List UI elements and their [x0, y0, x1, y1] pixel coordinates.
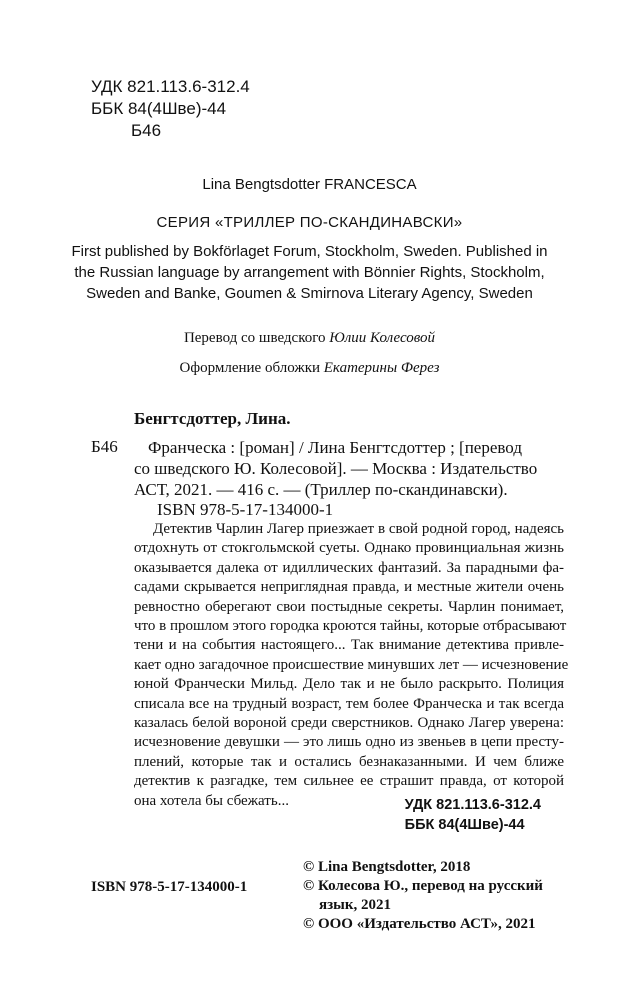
classification-block-bottom: [405, 795, 541, 835]
catalog-description: [134, 437, 564, 500]
copyright-translator: © Колесова Ю., перевод на русский: [303, 878, 543, 894]
copyright-author: © Lina Bengtsdotter, 2018: [303, 859, 471, 875]
copyright-translator-cont: язык, 2021: [319, 897, 391, 913]
bbk-code: ББК 84(4Шве)-44: [404, 817, 525, 833]
isbn-bottom: ISBN 978-5-17-134000-1: [91, 879, 248, 895]
publication-note-line: Sweden and Banke, Goumen & Smirnova Literary Agency, Sweden: [86, 285, 533, 302]
classification-block-top: [91, 76, 250, 142]
annotation-line: ревностно оберегают свои постыдные секреты. Чарлин понимает,: [134, 598, 564, 615]
annotation-line: садами скрывается неприглядная правда, и местные жители очень: [134, 579, 564, 596]
annotation-line: исчезновение девушки — это лишь одно из звеньев в цепи престу-: [134, 734, 564, 751]
annotation-line: Детектив Чарлин Лагер приезжает в свой родной город, надеясь: [153, 521, 564, 537]
copyright-publisher: © ООО «Издательство АСТ», 2021: [303, 916, 536, 932]
catalog-description-line: со шведского Ю. Колесовой]. — Москва : Издательство: [134, 459, 538, 478]
annotation-line: казалась белой вороной среди сверстников. Однако Лагер уверена:: [134, 715, 564, 732]
copyright-block: [303, 858, 543, 934]
bbk-code: ББК 84(4Шве)-44: [91, 99, 227, 118]
catalog-author-mark: Б46: [91, 437, 118, 456]
annotation-line: плений, которые так и остались безнаказанными. И чем ближе: [134, 753, 564, 770]
annotation-line: списала все на трудный возраст, тем более Франческа и так всегда: [134, 695, 564, 712]
annotation-line: оказывается далека от идиллических фантазий. За парадными фа-: [134, 559, 564, 576]
catalog-isbn: ISBN 978-5-17-134000-1: [157, 500, 334, 519]
author-mark: Б46: [131, 121, 162, 140]
catalog-author-heading: Бенгтсдоттер, Лина.: [134, 409, 291, 428]
publication-note-line: First published by Bokförlaget Forum, Stockholm, Sweden. Published in: [71, 243, 548, 260]
catalog-description-line: АСТ, 2021. — 416 с. — (Триллер по-скандинавски).: [134, 480, 508, 499]
annotation-line: она хотела бы сбежать...: [134, 792, 289, 809]
original-title: Lina Bengtsdotter FRANCESCA: [202, 176, 417, 193]
translation-credit: [0, 330, 619, 347]
publication-note-line: the Russian language by arrangement with Bönnier Rights, Stockholm,: [74, 264, 545, 281]
annotation-line: кает одно загадочное происшествие минувших лет — исчезновение: [134, 656, 569, 673]
cover-designer-name: Екатерины Ферез: [323, 360, 440, 376]
translation-prefix: Перевод со шведского: [183, 330, 326, 346]
cover-prefix: Оформление обложки: [179, 360, 321, 376]
annotation-line: тени и на события настоящего... Так внимание детектива привле-: [134, 637, 564, 654]
annotation-line: что в прошлом этого городка кроются тайны, которые отбрасывают: [134, 618, 567, 635]
annotation: [134, 520, 569, 811]
catalog-description-line: Франческа : [роман] / Лина Бенгтсдоттер ; [перевод: [148, 438, 522, 457]
cover-credit: [0, 360, 619, 377]
udk-code: УДК 821.113.6-312.4: [404, 797, 541, 813]
udk-code: УДК 821.113.6-312.4: [91, 77, 250, 96]
publication-note: [0, 241, 619, 304]
annotation-line: юной Франчески Мильд. Дело так и не было раскрыто. Полиция: [134, 676, 564, 693]
translator-name: Юлии Колесовой: [329, 330, 436, 346]
annotation-line: детектив к разгадке, тем сильнее ее страшит правда, от которой: [134, 773, 564, 790]
series-title: СЕРИЯ «ТРИЛЛЕР ПО-СКАНДИНАВСКИ»: [156, 214, 463, 231]
annotation-line: отдохнуть от стокгольмской суеты. Однако провинциальная жизнь: [134, 540, 564, 557]
